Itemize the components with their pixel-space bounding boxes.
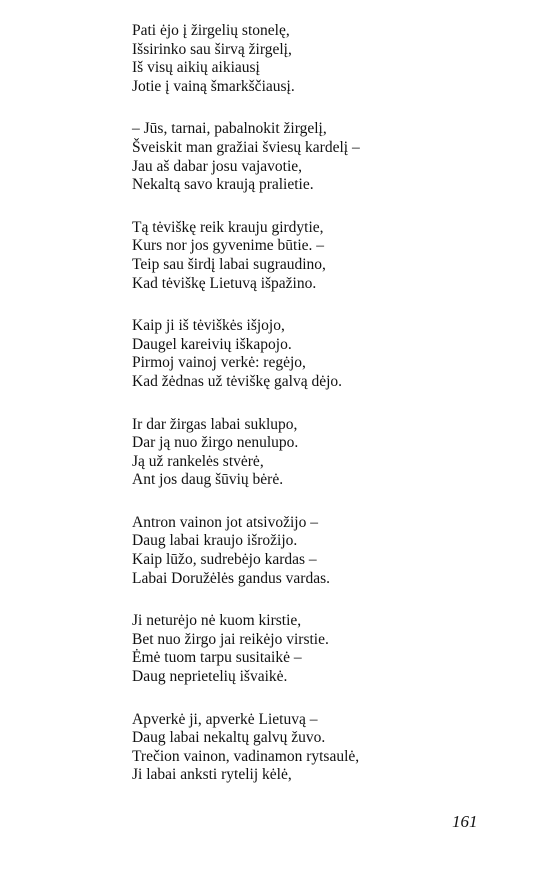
poem-line: Kad tėviškę Lietuvą išpažino.	[132, 274, 317, 292]
poem-line: Iš visų aikių aikiausį	[132, 59, 260, 77]
poem-line: Jau aš dabar josu vajavotie,	[132, 157, 303, 175]
poem-line: Kaip ji iš tėviškės išjojo,	[132, 317, 285, 335]
stanza-4	[132, 317, 512, 391]
poem-line: Ėmė tuom tarpu susitaikė –	[132, 649, 302, 667]
poem-line: Pirmoj vainoj verkė: regėjo,	[132, 354, 306, 372]
poem-line: Kad žėdnas už tėviškę galvą dėjo.	[132, 372, 343, 390]
poem-line: Antron vainon jot atsivožijo –	[132, 513, 318, 531]
poem-line: Labai Doružėlės gandus vardas.	[132, 569, 330, 587]
stanza-1	[132, 22, 512, 96]
poem-line: Daugel kareivių iškapojo.	[132, 335, 292, 353]
poem-line: Bet nuo žirgo jai reikėjo virstie.	[132, 630, 329, 648]
poem-line: Dar ją nuo žirgo nenulupo.	[132, 434, 299, 452]
poem-line: Pati ėjo į žirgelių stonelę,	[132, 22, 290, 39]
stanza-6	[132, 514, 512, 588]
poem-line: Ant jos daug šūvių bėrė.	[132, 471, 284, 489]
poem-line: Daug neprietelių išvaikė.	[132, 668, 288, 686]
poem-line: Ji labai anksti rytelij kėlė,	[132, 766, 292, 784]
poem-line: Apverkė ji, apverkė Lietuvą –	[132, 710, 318, 728]
poem-line: Ir dar žirgas labai suklupo,	[132, 415, 298, 433]
poem-line: Šveiskit man gražiai šviesų kardelį –	[132, 138, 360, 156]
poem-line: Išsirinko sau širvą žirgelį,	[132, 40, 292, 58]
poem-line: – Jūs, tarnai, pabalnokit žirgelį,	[132, 120, 327, 138]
poem-line: Kurs nor jos gyvenime būtie. –	[132, 237, 325, 255]
poem-line: Daug labai kraujo išrožijo.	[132, 532, 298, 550]
poem-line: Tą tėviškę reik krauju girdytie,	[132, 218, 324, 236]
poem-line: Daug labai nekaltų galvų žuvo.	[132, 729, 326, 747]
poem-line: Nekaltą savo kraują pralietie.	[132, 176, 314, 194]
poem	[132, 22, 512, 809]
poem-line: Ją už rankelės stvėrė,	[132, 452, 264, 470]
poem-line: Kaip lūžo, sudrebėjo kardas –	[132, 551, 317, 569]
poem-line: Trečion vainon, vadinamon rytsaulė,	[132, 747, 360, 765]
poem-line: Ji neturėjo nė kuom kirstie,	[132, 612, 302, 630]
page-number: 161	[452, 812, 478, 831]
stanza-7	[132, 612, 512, 686]
stanza-3	[132, 219, 512, 293]
stanza-8	[132, 711, 512, 785]
stanza-2	[132, 120, 512, 194]
poem-line: Teip sau širdį labai sugraudino,	[132, 255, 326, 273]
poem-line: Jotie į vainą šmarkščiausį.	[132, 77, 295, 95]
stanza-5	[132, 416, 512, 490]
